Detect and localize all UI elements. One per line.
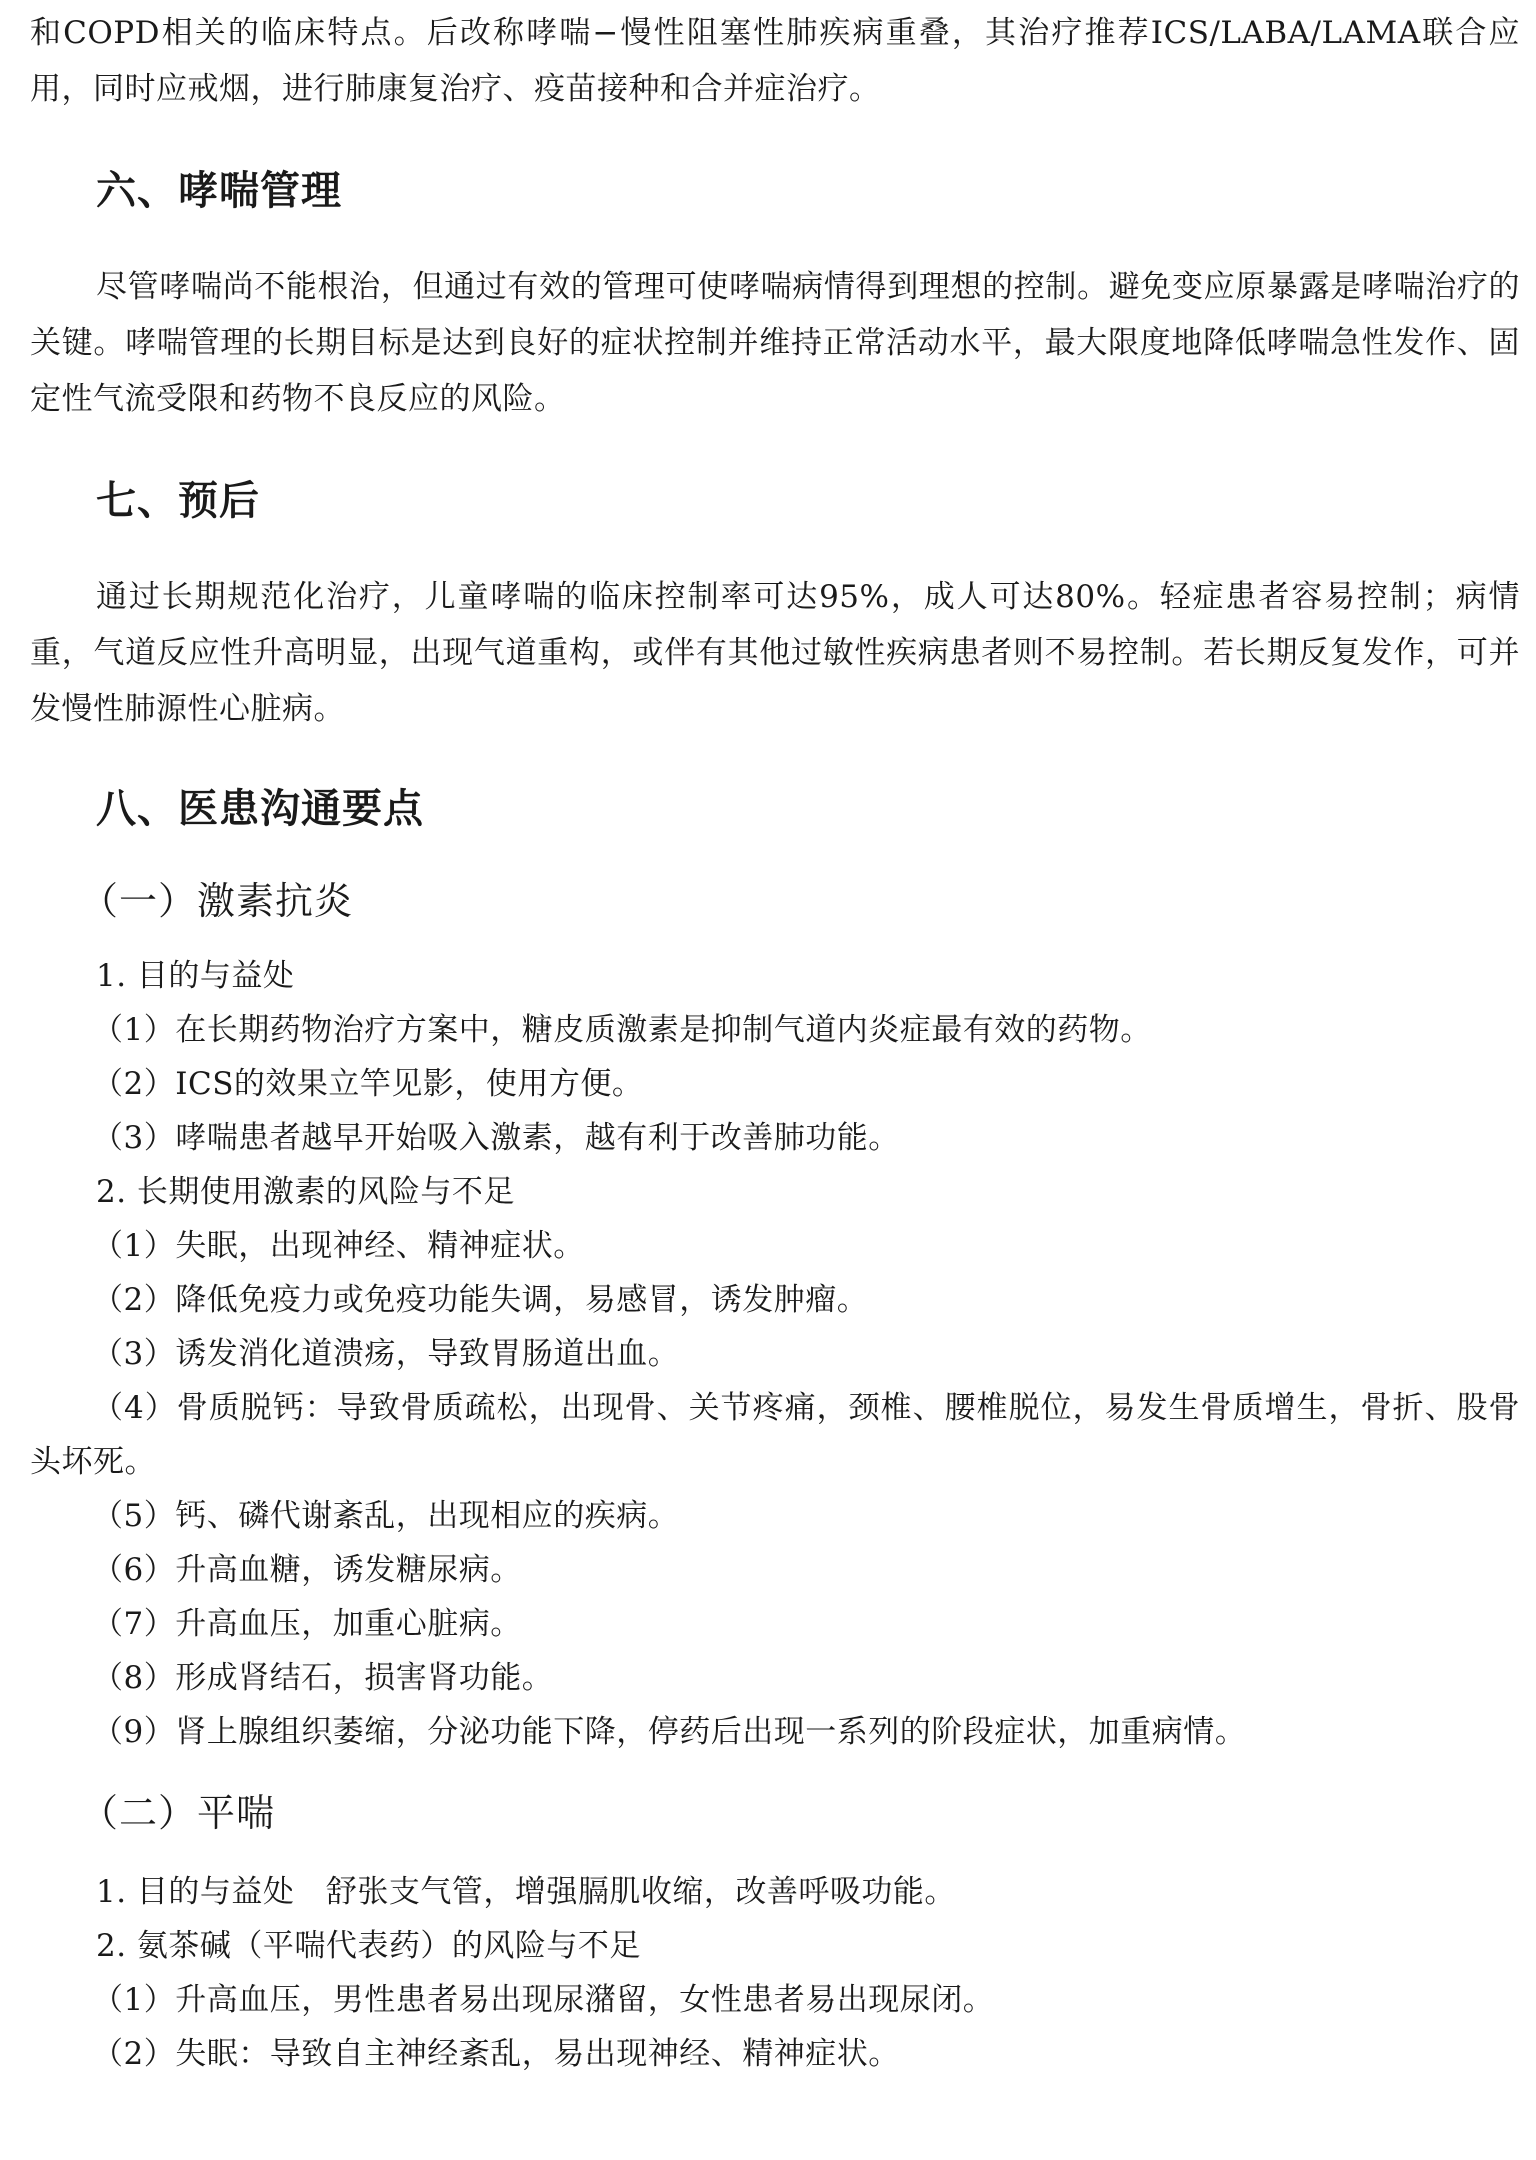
list-item: （5）钙、磷代谢紊乱，出现相应的疾病。 [92, 1498, 680, 1534]
subsection-2-point-2-title: 2. 氨茶碱（平喘代表药）的风险与不足 [96, 1928, 641, 1964]
list-item: （2）ICS的效果立竿见影，使用方便。 [92, 1066, 644, 1102]
subsection-2-point-1-title: 1. 目的与益处 舒张支气管，增强膈肌收缩，改善呼吸功能。 [96, 1874, 956, 1910]
section-7-heading: 七、预后 [96, 478, 260, 524]
section-8-heading: 八、医患沟通要点 [96, 786, 424, 832]
list-item: （1）在长期药物治疗方案中，糖皮质激素是抑制气道内炎症最有效的药物。 [92, 1012, 1152, 1048]
subsection-1-heading: （一）激素抗炎 [80, 879, 354, 923]
subsection-1-point-2-title: 2. 长期使用激素的风险与不足 [96, 1174, 515, 1210]
subsection-2-heading: （二）平喘 [80, 1791, 276, 1835]
list-item: （8）形成肾结石，损害肾功能。 [92, 1660, 554, 1696]
subsection-1-point-1-title: 1. 目的与益处 [96, 958, 295, 994]
list-item: （4）骨质脱钙：导致骨质疏松，出现骨、关节疼痛，颈椎、腰椎脱位，易发生骨质增生，骨折、股骨头坏死。 [30, 1390, 1520, 1480]
list-item: （1）升高血压，男性患者易出现尿潴留，女性患者易出现尿闭。 [92, 1982, 995, 2018]
list-item: （2）失眠：导致自主神经紊乱，易出现神经、精神症状。 [92, 2036, 900, 2072]
section-6-heading: 六、哮喘管理 [96, 168, 342, 214]
section-6-paragraph: 尽管哮喘尚不能根治，但通过有效的管理可使哮喘病情得到理想的控制。避免变应原暴露是哮喘治疗的关键。哮喘管理的长期目标是达到良好的症状控制并维持正常活动水平，最大限度地降低哮喘急性发作、固定性气流受限和药物不良反应的风险。 [30, 269, 1520, 417]
list-item: （3）哮喘患者越早开始吸入激素，越有利于改善肺功能。 [92, 1120, 900, 1156]
document-page [30, 0, 1520, 2081]
section-7-paragraph: 通过长期规范化治疗，儿童哮喘的临床控制率可达95%，成人可达80%。轻症患者容易控制；病情重，气道反应性升高明显，出现气道重构，或伴有其他过敏性疾病患者则不易控制。若长期反复发作，可并发慢性肺源性心脏病。 [30, 579, 1520, 727]
intro-paragraph: 和COPD相关的临床特点。后改称哮喘−慢性阻塞性肺疾病重叠，其治疗推荐ICS/LABA/LAMA联合应用，同时应戒烟，进行肺康复治疗、疫苗接种和合并症治疗。 [30, 15, 1520, 107]
list-item: （7）升高血压，加重心脏病。 [92, 1606, 522, 1642]
list-item: （2）降低免疫力或免疫功能失调，易感冒，诱发肿瘤。 [92, 1282, 869, 1318]
list-item: （6）升高血糖，诱发糖尿病。 [92, 1552, 522, 1588]
list-item: （1）失眠，出现神经、精神症状。 [92, 1228, 585, 1264]
list-item: （3）诱发消化道溃疡，导致胃肠道出血。 [92, 1336, 680, 1372]
list-item: （9）肾上腺组织萎缩，分泌功能下降，停药后出现一系列的阶段症状，加重病情。 [92, 1714, 1247, 1750]
